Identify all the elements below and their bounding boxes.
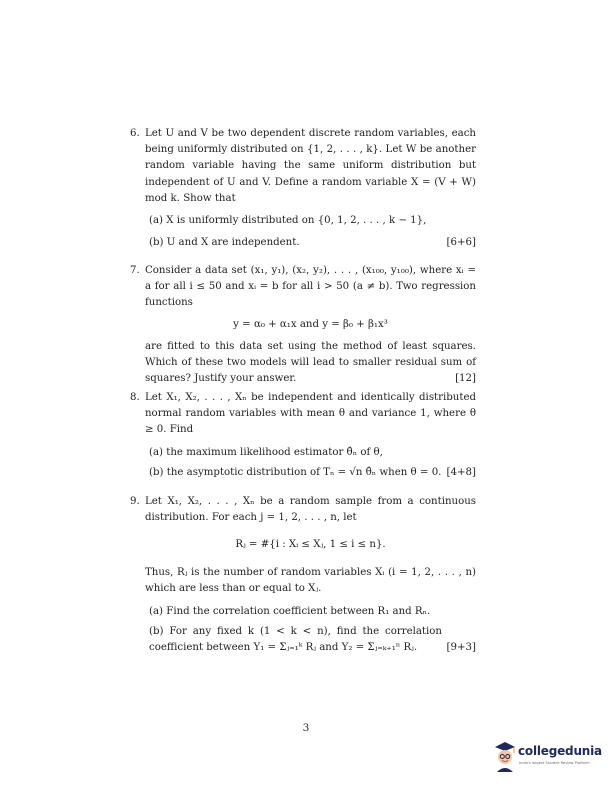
part-label: (b) (149, 237, 164, 249)
part-a (149, 213, 476, 229)
marks: [4+8] (446, 466, 476, 478)
question-8 (130, 390, 476, 481)
logo-tagline: India's largest Student Review Platform (519, 761, 590, 765)
marks: [12] (455, 373, 476, 385)
question-text: Let X₁, X₂, . . . , Xₙ be independent and identically distributed normal random variables with mean θ and variance 1, where θ ≥ 0. Find (145, 392, 476, 436)
question-number: 9. (130, 496, 140, 507)
part-text: the asymptotic distribution of Tₙ = √n θ̂ₙ when θ = 0. (166, 466, 442, 478)
marks: [9+3] (446, 642, 476, 654)
question-text: Let X₁, X₂, . . . , Xₙ be a random sample from a continuous distribution. For each j = 1, 2, . . . , n, let (145, 496, 476, 524)
part-text: the maximum likelihood estimator θ̂ₙ of θ, (166, 446, 383, 458)
part-text: X is uniformly distributed on {0, 1, 2, . . . , k − 1}, (166, 215, 427, 227)
question-6 (130, 126, 476, 251)
question-9 (130, 494, 476, 657)
marks: [6+6] (446, 237, 476, 249)
question-number: 6. (130, 128, 140, 139)
page-number: 3 (302, 722, 310, 734)
question-text: Consider a data set (x₁, y₁), (x₂, y₂), . . . , (x₁₀₀, y₁₀₀), where xᵢ = a for all i ≤ 50 and xᵢ = b for all i > 50 (a ≠ b). Two regression functions (145, 265, 476, 309)
regression-equation: y = α₀ + α₁x and y = β₀ + β₁x³ (233, 318, 388, 330)
question-number: 8. (130, 392, 140, 403)
part-label: (a) (149, 215, 164, 227)
question-text-continued: are fitted to this data set using the method of least squares. Which of these two models will lead to smaller residual sum of squares? Justify your answer. [12] (145, 339, 476, 388)
question-7 (130, 263, 476, 387)
question-text-continued: Thus, Rⱼ is the number of random variables Xᵢ (i = 1, 2, . . . , n) which are less than or equal to Xⱼ. (145, 566, 476, 594)
part-b (149, 465, 476, 481)
part-b (149, 235, 476, 251)
part-label: (b) (149, 466, 164, 478)
collegedunia-logo (492, 738, 606, 778)
part-label: (a) (149, 606, 164, 618)
question-text: Let U and V be two dependent discrete random variables, each being uniformly distributed on {1, 2, . . . , k}. Let W be another random variable having the same uniform distribution but independent of U and V. Define a random variable X = (V + W) mod k. Show that (145, 128, 476, 204)
rank-definition-equation: Rⱼ = #{i : Xᵢ ≤ Xⱼ, 1 ≤ i ≤ n}. (235, 539, 386, 551)
graduate-mascot-icon (492, 738, 518, 772)
logo-brand-text: collegedunia (518, 744, 602, 758)
part-b (149, 624, 476, 656)
part-label: (b) (149, 626, 164, 638)
part-text: For any fixed k (1 < k < n), find the correlation coefficient between Y₁ = Σⱼ₌₁ᵏ Rⱼ and Y₂ = Σⱼ₌ₖ₊₁ⁿ Rⱼ. (149, 626, 442, 654)
part-text: Find the correlation coefficient between R₁ and Rₙ. (166, 606, 431, 618)
part-a (149, 445, 476, 461)
part-a (149, 604, 476, 620)
part-text: U and X are independent. (166, 237, 300, 249)
part-label: (a) (149, 446, 164, 458)
question-number: 7. (130, 265, 140, 276)
